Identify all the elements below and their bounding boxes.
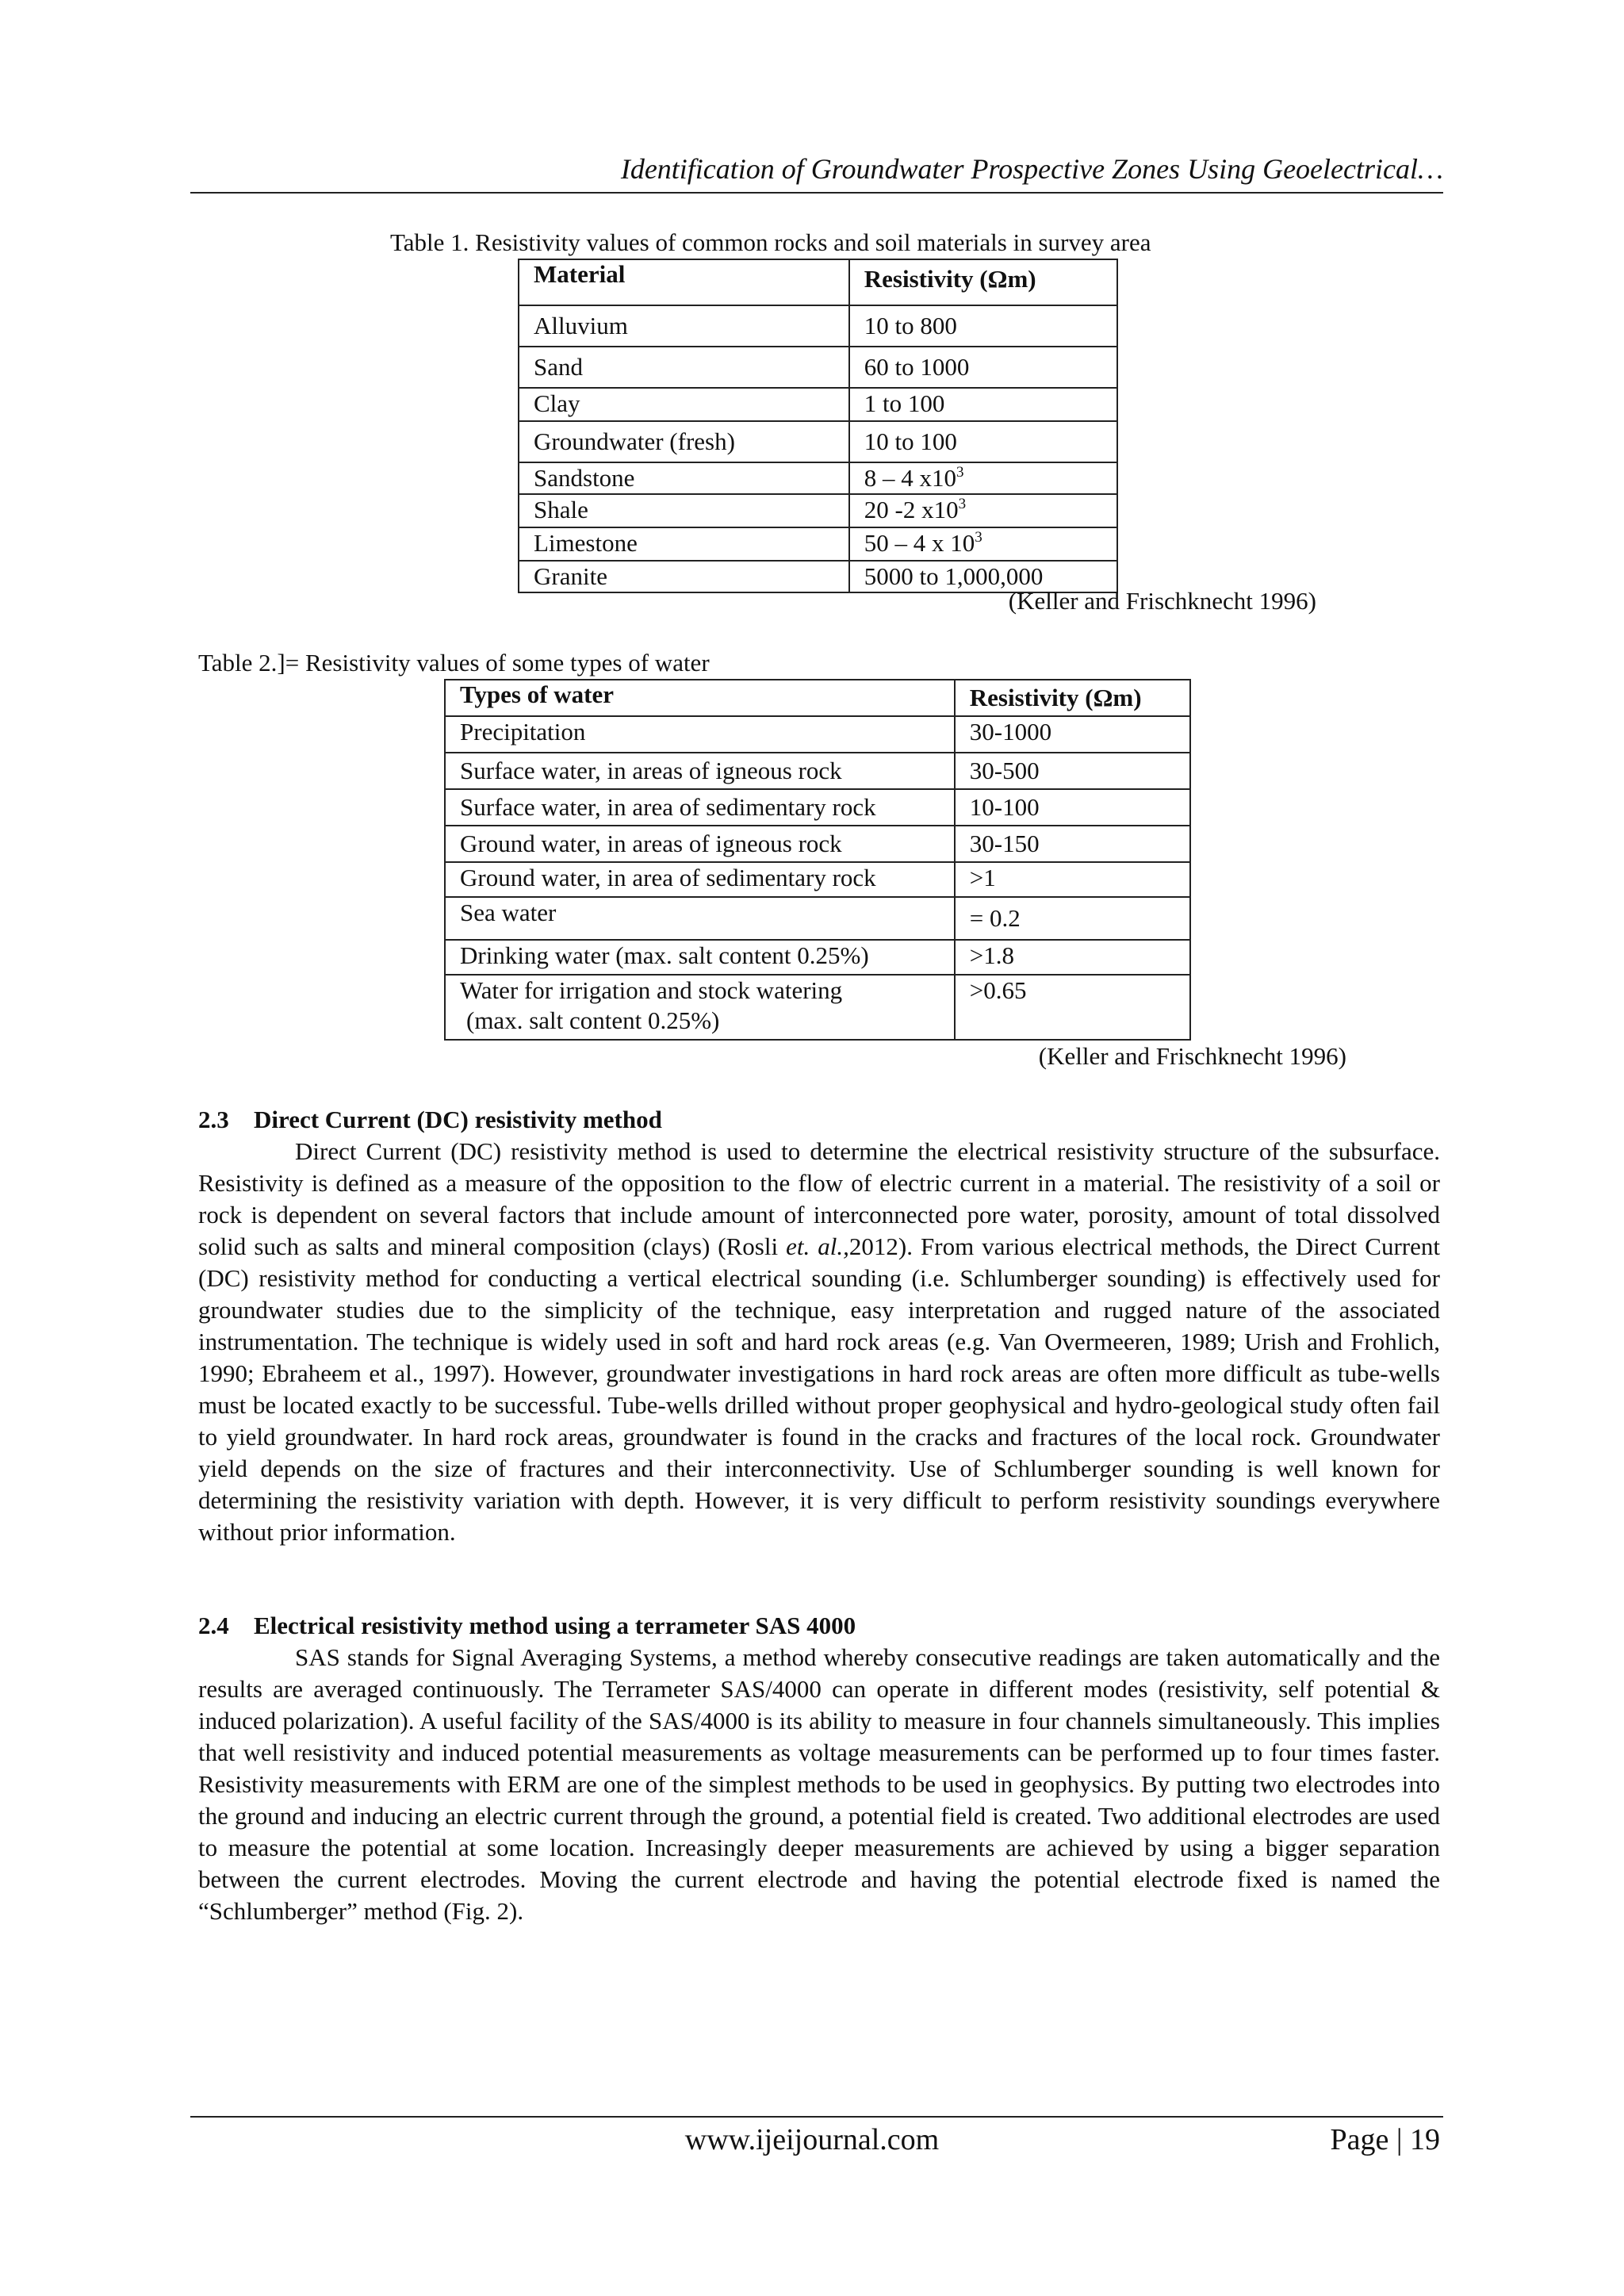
table-row: [519, 421, 1117, 462]
table2-cell-type: Surface water, in areas of igneous rock: [445, 753, 955, 789]
table2-cell-type: Ground water, in areas of igneous rock: [445, 826, 955, 862]
table-row: [445, 716, 1190, 753]
section-2-3-paragraph: Direct Current (DC) resistivity method is used to determine the electrical resistivity structure of the subsurface. Resistivity is defined as a measure of the opposition to the flow of electric current in a material. The resistivity of a soil or rock is dependent on several factors that include amount of interconnected pore water, porosity, amount of total dissolved solid such as salts and mineral composition (clays) (Rosli et. al.,2012). From various electrical methods, the Direct Current (DC) resistivity method for conducting a vertical electrical sounding (i.e. Schlumberger sounding) is effectively used for groundwater studies due to the simplicity of the technique, easy interpretation and rugged nature of the associated instrumentation. The technique is widely used in soft and hard rock areas (e.g. Van Overmeeren, 1989; Urish and Frohlich, 1990; Ebraheem et al., 1997). However, groundwater investigations in hard rock areas are often more difficult as tube-wells must be located exactly to be successful. Tube-wells drilled without proper geophysical and hydro-geological study often fail to yield groundwater. In hard rock areas, groundwater is found in the cracks and fractures of the local rock. Groundwater yield depends on the size of fractures and their interconnectivity. Use of Schlumberger sounding is well known for determining the resistivity variation with depth. However, it is very difficult to perform resistivity soundings everywhere without prior information.: [198, 1137, 1440, 1546]
section-2-4-number: 2.4: [198, 1612, 229, 1639]
table2-cell-type: Drinking water (max. salt content 0.25%): [445, 940, 955, 975]
table2-cell-value: 10-100: [955, 789, 1190, 826]
table-row: [519, 347, 1117, 388]
table-row: [445, 789, 1190, 826]
table2-cell-type: Water for irrigation and stock watering (max. salt content 0.25%): [445, 975, 955, 1040]
table1-cell-value: 8 – 4 $x10^3$: [849, 462, 1117, 494]
table2-cell-value: 30-500: [955, 753, 1190, 789]
table2-caption: Table 2.]= Resistivity values of some types of water: [198, 649, 710, 677]
table1-cell-value: 1 to 100: [849, 388, 1117, 421]
table2-cell-value: 30-150: [955, 826, 1190, 862]
table-row: [519, 388, 1117, 421]
table-row: [519, 305, 1117, 347]
table1-cell-value: 10 to 800: [849, 305, 1117, 347]
table-row: [445, 753, 1190, 789]
table1-cell-material: Limestone: [519, 527, 849, 561]
table1-header-material: Material: [519, 259, 849, 305]
table2-cell-value: >1: [955, 862, 1190, 897]
running-title: Identification of Groundwater Prospective Zones Using Geoelectrical…: [620, 153, 1443, 185]
table1-cell-material: Sand: [519, 347, 849, 388]
section-2-3-number: 2.3: [198, 1106, 229, 1133]
section-2-3-title: Direct Current (DC) resistivity method: [254, 1106, 662, 1133]
table1-cell-value: 20 -2 $x10^3$: [849, 494, 1117, 527]
section-2-4-title: Electrical resistivity method using a terrameter SAS 4000: [254, 1612, 856, 1639]
table1-header-row: [519, 259, 1117, 305]
section-2-3-heading: [198, 1106, 662, 1134]
table2-cell-value: 30-1000: [955, 716, 1190, 753]
table2-cell-type: Surface water, in area of sedimentary rock: [445, 789, 955, 826]
table-row: [519, 494, 1117, 527]
table1-caption: Table 1. Resistivity values of common rocks and soil materials in survey area: [390, 228, 1151, 256]
table-row: [445, 975, 1190, 1040]
table1-cell-material: Granite: [519, 561, 849, 592]
table1-header-resistivity: Resistivity (Ωm): [849, 259, 1117, 305]
table2-header-row: [445, 680, 1190, 716]
table2-header-type: Types of water: [445, 680, 955, 716]
table-row: [445, 862, 1190, 897]
table2-cell-type: Sea water: [445, 897, 955, 940]
table1-cell-material: Sandstone: [519, 462, 849, 494]
table1-cell-value: 5000 to 1,000,000: [849, 561, 1117, 592]
table1-cell-material: Clay: [519, 388, 849, 421]
table2-cell-value: = 0.2: [955, 897, 1190, 940]
header-rule: [190, 192, 1443, 194]
table2-cell-value: >0.65: [955, 975, 1190, 1040]
table-row: [519, 527, 1117, 561]
footer-page-number: Page | 19: [1330, 2123, 1440, 2156]
table1: [518, 259, 1118, 593]
footer-url: www.ijeijournal.com: [684, 2123, 940, 2156]
table-row: [445, 826, 1190, 862]
table2-cell-value: >1.8: [955, 940, 1190, 975]
footer-rule: [190, 2116, 1443, 2118]
table2-cell-type: Ground water, in area of sedimentary rock: [445, 862, 955, 897]
table1-cell-material: Shale: [519, 494, 849, 527]
table1-cell-value: 50 – 4 x $10^3$: [849, 527, 1117, 561]
table1-cell-material: Groundwater (fresh): [519, 421, 849, 462]
section-2-4-paragraph: SAS stands for Signal Averaging Systems, a method whereby consecutive readings are taken automatically and the results are averaged continuously. The Terrameter SAS/4000 can operate in different modes (resistivity, self potential & induced polarization). A useful facility of the SAS/4000 is its ability to measure in four channels simultaneously. This implies that well resistivity and induced potential measurements as voltage measurements can be performed up to four times faster. Resistivity measurements with ERM are one of the simplest methods to be used in geophysics. By putting two electrodes into the ground and inducing an electric current through the ground, a potential field is created. Two additional electrodes are used to measure the potential at some location. Increasingly deeper measurements are achieved by using a bigger separation between the current electrodes. Moving the current electrode and having the potential electrode fixed is named the “Schlumberger” method (Fig. 2).: [198, 1643, 1440, 1925]
table2-header-resistivity: Resistivity (Ωm): [955, 680, 1190, 716]
table-row: [445, 940, 1190, 975]
table2-source: (Keller and Frischknecht 1996): [1038, 1042, 1346, 1070]
table1-cell-value: 10 to 100: [849, 421, 1117, 462]
table1-cell-value: 60 to 1000: [849, 347, 1117, 388]
table1-cell-material: Alluvium: [519, 305, 849, 347]
table-row: [519, 462, 1117, 494]
table2: [444, 679, 1191, 1041]
table-row: [445, 897, 1190, 940]
table2-cell-type: Precipitation: [445, 716, 955, 753]
table1-source: (Keller and Frischknecht 1996): [1008, 587, 1316, 615]
section-2-4-heading: [198, 1612, 856, 1640]
